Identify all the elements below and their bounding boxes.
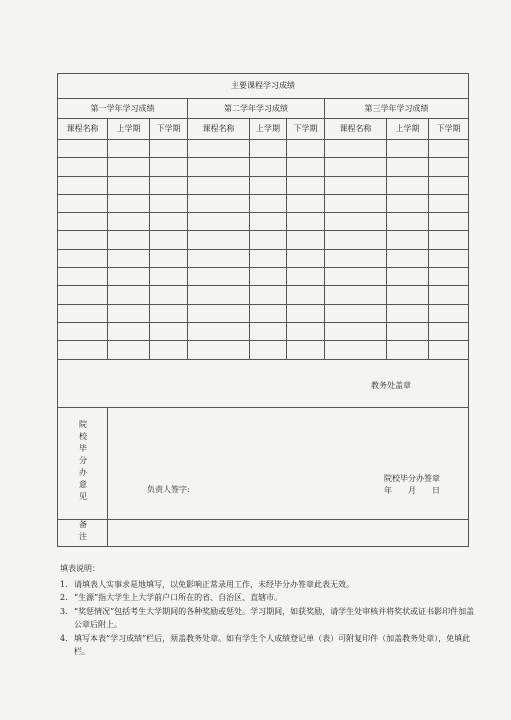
grade-row [58, 286, 469, 304]
grade-row [58, 268, 469, 286]
academic-affairs-seal-cell [58, 359, 469, 407]
first-term-header: 上学期 [250, 119, 287, 140]
grade-cell[interactable] [387, 341, 429, 359]
grade-cell[interactable] [188, 304, 250, 322]
grade-row [58, 140, 469, 158]
instruction-number: 3. [60, 606, 68, 616]
college-seal-label: 院校毕分办签章 [384, 473, 440, 483]
grade-cell[interactable] [325, 304, 387, 322]
grade-cell[interactable] [325, 194, 387, 212]
grade-cell[interactable] [108, 268, 150, 286]
grade-cell[interactable] [429, 176, 469, 194]
grade-cell[interactable] [150, 213, 188, 231]
grade-cell[interactable] [325, 268, 387, 286]
grade-cell[interactable] [108, 249, 150, 267]
grade-cell[interactable] [429, 304, 469, 322]
fill-instructions [60, 562, 480, 659]
college-opinion-label-cell [58, 407, 108, 519]
grade-cell[interactable] [287, 249, 325, 267]
grade-cell[interactable] [250, 341, 287, 359]
grade-cell[interactable] [429, 341, 469, 359]
grade-cell[interactable] [287, 194, 325, 212]
grade-cell[interactable] [108, 140, 150, 158]
grade-cell[interactable] [250, 231, 287, 249]
grade-cell[interactable] [58, 322, 108, 340]
grade-cell[interactable] [108, 322, 150, 340]
grade-cell[interactable] [287, 140, 325, 158]
grade-cell[interactable] [287, 231, 325, 249]
instruction-number: 1. [60, 579, 68, 589]
grade-cell[interactable] [58, 158, 108, 176]
grade-cell[interactable] [429, 194, 469, 212]
grade-cell[interactable] [387, 158, 429, 176]
grade-cell[interactable] [287, 268, 325, 286]
grade-cell[interactable] [250, 140, 287, 158]
instruction-number: 2. [60, 593, 68, 602]
second-term-header: 下学期 [429, 119, 469, 140]
remarks-field[interactable] [108, 519, 469, 546]
grade-cell[interactable] [250, 158, 287, 176]
grade-cell[interactable] [250, 194, 287, 212]
college-opinion-label: 院校毕分办意见 [78, 420, 88, 505]
instruction-text: “生源”指大学生上大学前户口所在的省、自治区、直辖市。 [74, 593, 283, 602]
grade-cell[interactable] [150, 176, 188, 194]
grade-cell[interactable] [429, 322, 469, 340]
grade-row [58, 231, 469, 249]
grade-row [58, 194, 469, 212]
instruction-item [60, 632, 480, 659]
grade-cell[interactable] [108, 341, 150, 359]
signer-label: 负责人签字: [147, 484, 190, 494]
grade-cell[interactable] [150, 158, 188, 176]
grade-cell[interactable] [58, 304, 108, 322]
grade-cell[interactable] [150, 304, 188, 322]
grade-cell[interactable] [429, 213, 469, 231]
grade-cell[interactable] [287, 304, 325, 322]
grade-cell[interactable] [429, 231, 469, 249]
year-1-header: 第一学年学习成绩 [58, 99, 188, 119]
grade-cell[interactable] [429, 268, 469, 286]
grade-cell[interactable] [429, 140, 469, 158]
instruction-text: 填写本表“学习成绩”栏后，须盖教务处章。如有学生个人成绩登记单（表）可附复印件（加盖教务处章），免填此栏。 [74, 633, 471, 656]
grade-cell[interactable] [188, 231, 250, 249]
grade-cell[interactable] [387, 194, 429, 212]
grade-row [58, 341, 469, 359]
grade-cell[interactable] [188, 286, 250, 304]
grades-table [57, 73, 469, 547]
grade-row [58, 304, 469, 322]
grade-cell[interactable] [287, 176, 325, 194]
grade-cell[interactable] [150, 231, 188, 249]
grade-cell[interactable] [108, 304, 150, 322]
second-term-header: 下学期 [287, 119, 325, 140]
grade-cell[interactable] [387, 176, 429, 194]
grade-cell[interactable] [250, 176, 287, 194]
grade-row [58, 249, 469, 267]
second-term-header: 下学期 [150, 119, 188, 140]
grade-cell[interactable] [287, 286, 325, 304]
year-3-header: 第三学年学习成绩 [325, 99, 469, 119]
grade-cell[interactable] [150, 268, 188, 286]
grade-cell[interactable] [250, 249, 287, 267]
grade-cell[interactable] [287, 213, 325, 231]
grade-cell[interactable] [250, 268, 287, 286]
instruction-text: “奖惩情况”包括考生大学期间的各种奖励或惩处。学习期间，如获奖励，请学生处审核并将奖状或证书影印件加盖公章后附上。 [74, 606, 475, 629]
course-name-header: 课程名称 [58, 119, 108, 140]
grade-cell[interactable] [108, 194, 150, 212]
grade-cell[interactable] [250, 304, 287, 322]
grade-cell[interactable] [58, 268, 108, 286]
grade-cell[interactable] [188, 322, 250, 340]
grade-cell[interactable] [188, 158, 250, 176]
grade-cell[interactable] [325, 231, 387, 249]
table-title: 主要课程学习成绩 [58, 74, 469, 99]
grade-cell[interactable] [287, 322, 325, 340]
grade-cell[interactable] [188, 176, 250, 194]
grade-cell[interactable] [108, 286, 150, 304]
grade-row [58, 322, 469, 340]
grade-cell[interactable] [58, 140, 108, 158]
remarks-label-cell [58, 519, 108, 546]
instruction-item [60, 591, 480, 605]
grade-cell[interactable] [387, 231, 429, 249]
grade-cell[interactable] [325, 341, 387, 359]
grade-cell[interactable] [150, 341, 188, 359]
grade-cell[interactable] [387, 213, 429, 231]
grade-cell[interactable] [429, 249, 469, 267]
grade-cell[interactable] [188, 194, 250, 212]
grade-row [58, 176, 469, 194]
grade-cell[interactable] [387, 268, 429, 286]
grade-cell[interactable] [325, 176, 387, 194]
grade-cell[interactable] [188, 341, 250, 359]
grade-cell[interactable] [150, 286, 188, 304]
grade-rows [58, 140, 469, 360]
first-term-header: 上学期 [387, 119, 429, 140]
instructions-title: 填表说明： [60, 564, 100, 573]
grade-cell[interactable] [150, 322, 188, 340]
grade-cell[interactable] [108, 231, 150, 249]
grade-cell[interactable] [150, 140, 188, 158]
grade-cell[interactable] [188, 249, 250, 267]
grade-cell[interactable] [250, 286, 287, 304]
grade-cell[interactable] [325, 322, 387, 340]
grade-cell[interactable] [58, 213, 108, 231]
college-opinion-field[interactable] [108, 407, 469, 519]
grade-cell[interactable] [188, 268, 250, 286]
grade-cell[interactable] [429, 158, 469, 176]
grade-cell[interactable] [287, 158, 325, 176]
instruction-item [60, 578, 480, 592]
grade-cell[interactable] [150, 249, 188, 267]
grade-cell[interactable] [387, 286, 429, 304]
grade-cell[interactable] [58, 286, 108, 304]
date-label: 年 月 日 [384, 485, 440, 495]
grade-cell[interactable] [58, 341, 108, 359]
first-term-header: 上学期 [108, 119, 150, 140]
remarks-label: 备注 [78, 519, 88, 544]
course-name-header: 课程名称 [325, 119, 387, 140]
grade-cell[interactable] [325, 213, 387, 231]
grade-cell[interactable] [250, 213, 287, 231]
grade-cell[interactable] [325, 249, 387, 267]
grade-cell[interactable] [429, 286, 469, 304]
grade-cell[interactable] [325, 158, 387, 176]
year-2-header: 第二学年学习成绩 [188, 99, 325, 119]
grade-cell[interactable] [387, 249, 429, 267]
grade-cell[interactable] [108, 213, 150, 231]
grade-cell[interactable] [387, 304, 429, 322]
grade-cell[interactable] [58, 249, 108, 267]
grade-cell[interactable] [58, 176, 108, 194]
academic-affairs-seal-label: 教务处盖章 [371, 380, 411, 390]
grade-cell[interactable] [325, 140, 387, 158]
grade-cell[interactable] [387, 322, 429, 340]
grade-cell[interactable] [150, 194, 188, 212]
grade-cell[interactable] [108, 176, 150, 194]
college-seal-block [384, 473, 440, 497]
grade-cell[interactable] [108, 158, 150, 176]
grade-cell[interactable] [250, 322, 287, 340]
grade-cell[interactable] [58, 194, 108, 212]
course-name-header: 课程名称 [188, 119, 250, 140]
instruction-item [60, 605, 480, 632]
grade-cell[interactable] [188, 140, 250, 158]
grade-cell[interactable] [387, 140, 429, 158]
grade-row [58, 158, 469, 176]
grade-cell[interactable] [325, 286, 387, 304]
instruction-text: 请填表人实事求是地填写，以免影响正常录用工作，未经毕分办签章此表无效。 [74, 579, 354, 589]
grade-cell[interactable] [188, 213, 250, 231]
grade-cell[interactable] [287, 341, 325, 359]
grade-cell[interactable] [58, 231, 108, 249]
grade-row [58, 213, 469, 231]
instruction-number: 4. [60, 633, 68, 643]
